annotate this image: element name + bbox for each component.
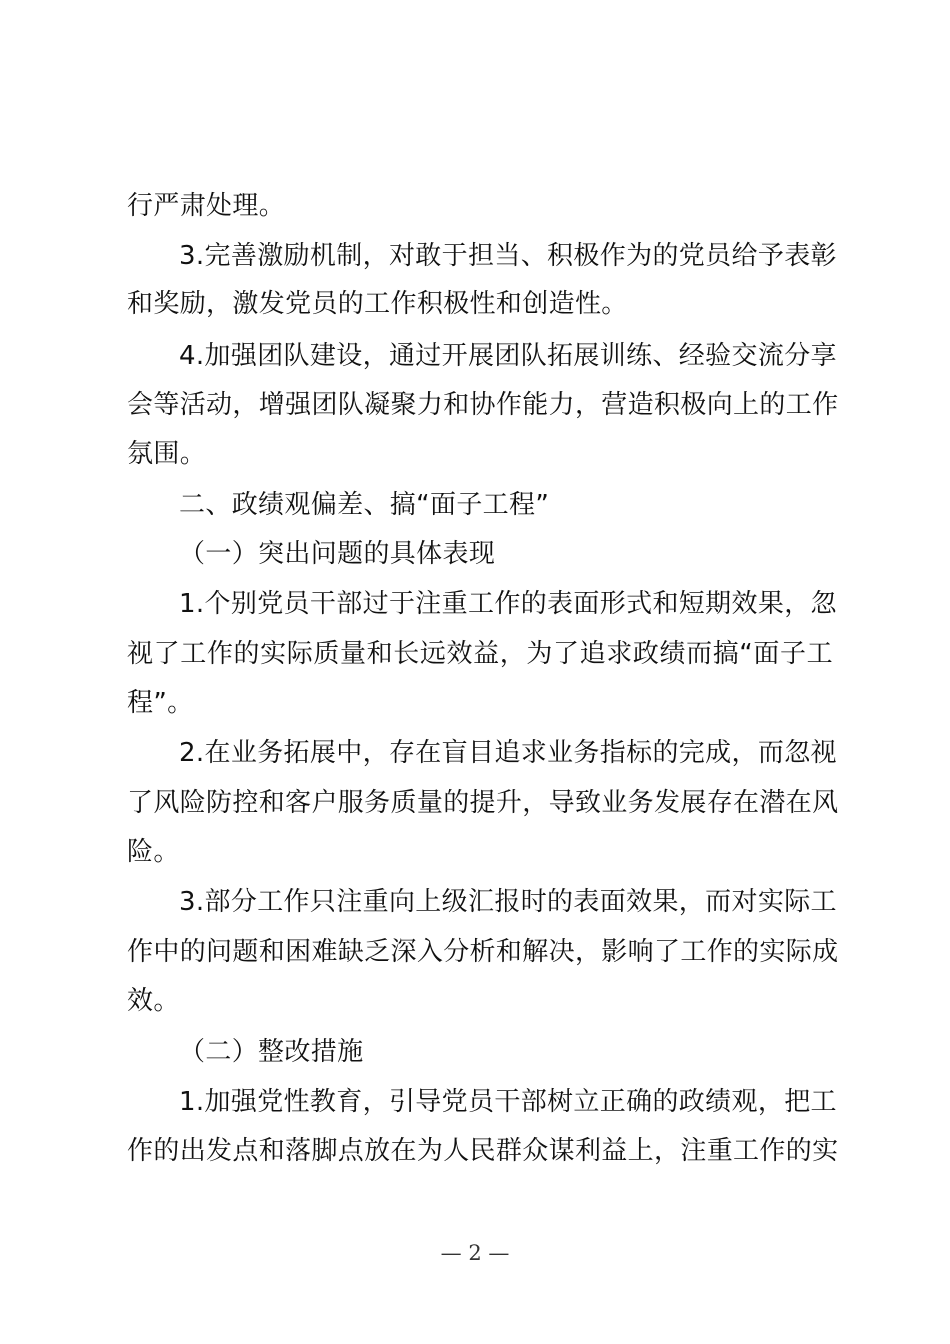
text-line: 作中的问题和困难缺乏深入分析和解决，影响了工作的实际成: [127, 937, 839, 967]
text-line: 2.在业务拓展中，存在盲目追求业务指标的完成，而忽视: [179, 738, 837, 768]
text-line: 视了工作的实际质量和长远效益，为了追求政绩而搞“面子工: [127, 639, 833, 669]
text-line: 险。: [127, 837, 180, 867]
text-line: 4.加强团队建设，通过开展团队拓展训练、经验交流分享: [179, 341, 837, 371]
text-line: 1.加强党性教育，引导党员干部树立正确的政绩观，把工: [179, 1087, 837, 1117]
text-line: 作的出发点和落脚点放在为人民群众谋利益上，注重工作的实: [127, 1136, 839, 1166]
text-line: 3.部分工作只注重向上级汇报时的表面效果，而对实际工: [179, 887, 837, 917]
page-number: — 2 —: [440, 1241, 510, 1265]
subsection-heading: （一）突出问题的具体表现: [179, 539, 496, 569]
text-line: 氛围。: [127, 439, 207, 469]
text-line: 会等活动，增强团队凝聚力和协作能力，营造积极向上的工作: [127, 390, 839, 420]
text-line: 程”。: [127, 688, 194, 718]
subsection-heading: （二）整改措施: [179, 1037, 364, 1067]
text-line: 效。: [127, 986, 180, 1016]
text-line: 1.个别党员干部过于注重工作的表面形式和短期效果，忽: [179, 589, 837, 619]
text-line: 和奖励，激发党员的工作积极性和创造性。: [127, 289, 628, 319]
section-heading: 二、政绩观偏差、搞“面子工程”: [179, 490, 550, 520]
text-line: 了风险防控和客户服务质量的提升，导致业务发展存在潜在风: [127, 788, 839, 818]
text-line: 行严肃处理。: [127, 191, 286, 221]
text-line: 3.完善激励机制，对敢于担当、积极作为的党员给予表彰: [179, 241, 837, 271]
